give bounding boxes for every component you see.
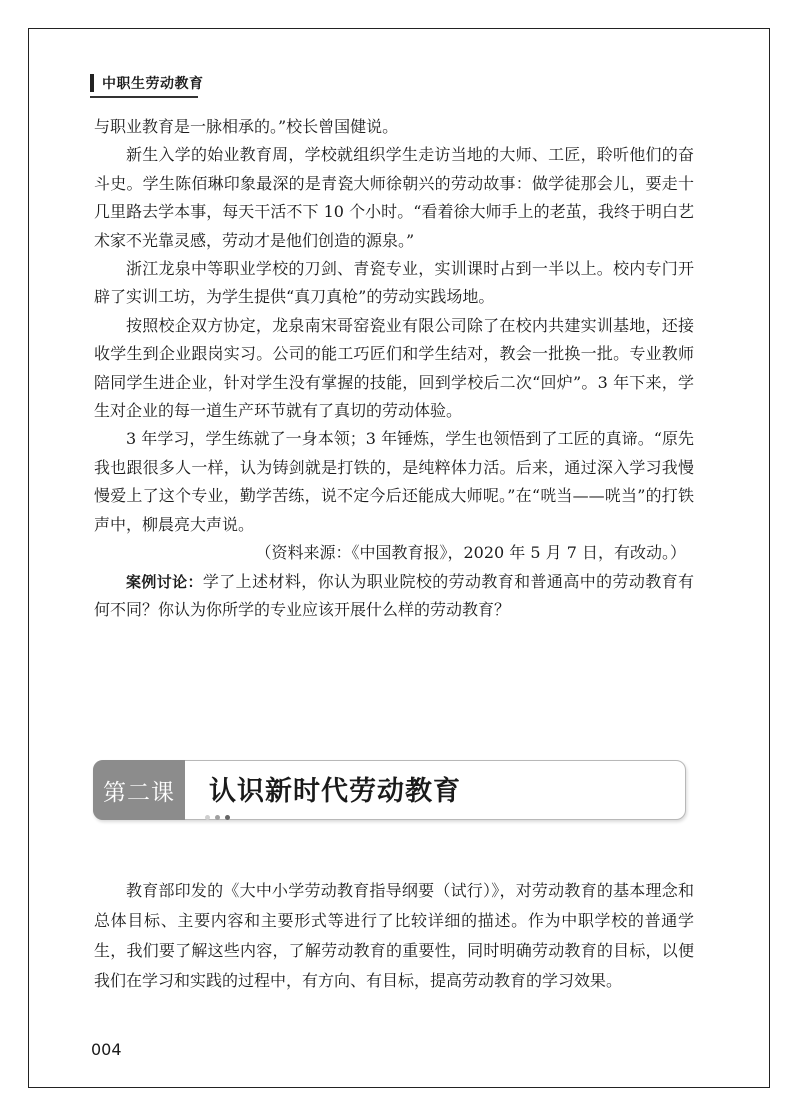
paragraph: 按照校企双方协定，龙泉南宋哥窑瓷业有限公司除了在校内共建实训基地，还接收学生到企业跟岗实习。公司的能工巧匠们和学生结对，教会一批换一批。专业教师陪同学生进企业，针对学生没有掌握的技能，回到学校后二次“回炉”。3 年下来，学生对企业的每一道生产环节就有了真切的劳动体验。 (94, 315, 694, 421)
dot (215, 815, 220, 820)
header-marker (90, 74, 94, 92)
source-citation: （资料来源：《中国教育报》，2020 年 5 月 7 日，有改动。） (255, 543, 686, 563)
dot (225, 815, 230, 820)
paragraph: 新生入学的始业教育周，学校就组织学生走访当地的大师、工匠，聆听他们的奋斗史。学生陈佰琳印象最深的是青瓷大师徐朝兴的劳动故事：做学徒那会儿，要走十几里路去学本事，每天干活不下 10 个小时。“看着徐大师手上的老茧，我终于明白艺术家不光靠灵感，劳动才是他们创造的源泉。” (94, 145, 694, 250)
case-text (94, 113, 694, 624)
book-title: 中职生劳动教育 (102, 76, 204, 92)
paragraph: 3 年学习，学生练就了一身本领；3 年锤炼，学生也领悟到了工匠的真谛。“原先我也跟很多人一样，认为铸剑就是打铁的，是纯粹体力活。后来，通过深入学习我慢慢爱上了这个专业，勤学苦练，说不定今后还能成大师呢。”在“咣当——咣当”的打铁声中，柳晨亮大声说。 (94, 429, 694, 534)
paragraph: 与职业教育是一脉相承的。”校长曾国健说。 (94, 117, 399, 136)
dot (205, 815, 210, 820)
page-number: 004 (91, 1040, 122, 1059)
case-discussion (94, 568, 694, 625)
header-rule (90, 96, 198, 98)
paragraph: 教育部印发的《大中小学劳动教育指导纲要（试行）》，对劳动教育的基本理念和总体目标、主要内容和主要形式等进行了比较详细的描述。作为中职学校的普通学生，我们要了解这些内容，了解劳动教育的重要性，同时明确劳动教育的目标，以便我们在学习和实践的过程中，有方向、有目标，提高劳动教育的学习效果。 (94, 881, 694, 990)
decorative-dots (205, 815, 230, 820)
lesson-number-tab: 第二课 (93, 760, 185, 820)
lesson-body (94, 876, 694, 996)
lesson-title: 认识新时代劳动教育 (209, 776, 461, 807)
lesson-heading (93, 760, 686, 820)
discussion-text: 学了上述材料，你认为职业院校的劳动教育和普通高中的劳动教育有何不同？你认为你所学的专业应该开展什么样的劳动教育？ (94, 571, 694, 619)
running-header (90, 72, 204, 94)
discussion-label: 案例讨论： (126, 572, 203, 591)
paragraph: 浙江龙泉中等职业学校的刀剑、青瓷专业，实训课时占到一半以上。校内专门开辟了实训工坊，为学生提供“真刀真枪”的劳动实践场地。 (94, 259, 694, 307)
